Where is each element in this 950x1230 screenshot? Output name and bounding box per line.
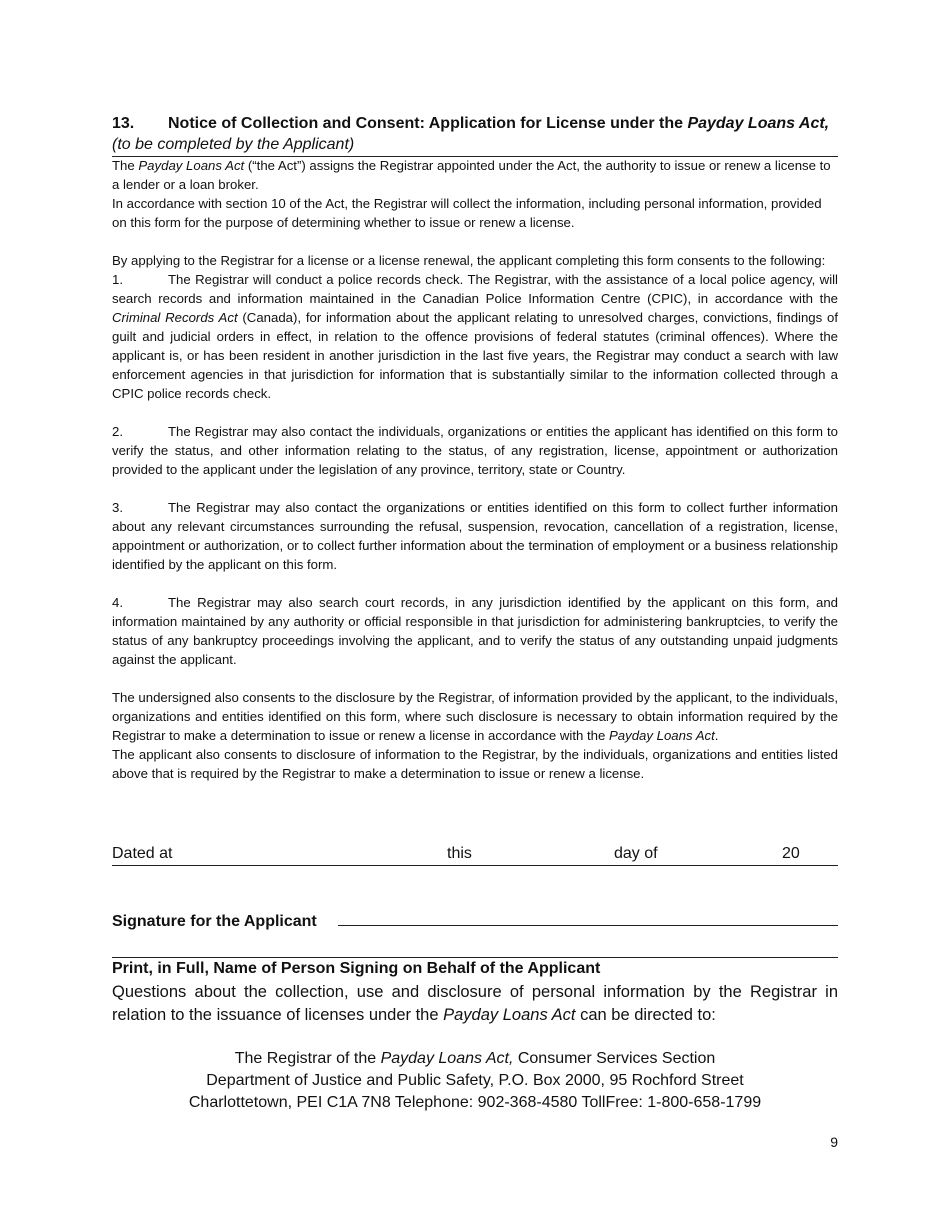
section-subtitle: (to be completed by the Applicant) [112,134,838,157]
section-title: Notice of Collection and Consent: Application for License under the [168,115,688,132]
questions-paragraph: Questions about the collection, use and disclosure of personal information by the Registrar in relation to the issuance of licenses under the Payday Loans Act can be directed to: [112,983,838,1024]
page-number: 9 [830,1134,838,1150]
consent-paragraph-2: The applicant also consents to disclosure of information to the Registrar, by the individuals, organizations and entities listed above that is required by the Registrar to make a determination to issue or renew a license. [112,747,838,781]
day-of-label: day of [614,845,658,862]
address-line-2: Department of Justice and Public Safety, P.O. Box 2000, 95 Rochford Street [206,1072,744,1089]
signature-label: Signature for the Applicant [112,913,317,930]
intro-paragraph-2: In accordance with section 10 of the Act, the Registrar will collect the information, including personal information, provided on this form for the purpose of determining whether to issue or renew a license. [112,196,822,230]
consent-item-3: 3. The Registrar may also contact the organizations or entities identified on this form to collect further information about any relevant circumstances surrounding the refusal, suspension, revocation, cancellation of a registration, license, appointment or authorization, or to collect further information about the termination of employment or a business relationship identified by the applicant on this form. [112,500,838,572]
consent-paragraph-1: The undersigned also consents to the disclosure by the Registrar, of information provided by the applicant, to the individuals, organizations and entities identified on this form, where such disclosure is necessary to obtain information required by the Registrar to make a determination to issue or renew a license in accordance with the Payday Loans Act. [112,690,838,743]
section-number: 13. [112,115,135,132]
dated-at-label: Dated at [112,845,173,862]
this-label: this [447,845,472,862]
intro-paragraph-3: By applying to the Registrar for a license or a license renewal, the applicant completing this form consents to the following: [112,253,826,268]
print-name-label: Print, in Full, Name of Person Signing on Behalf of the Applicant [112,957,838,979]
signature-line[interactable] [338,925,838,926]
section-heading [112,113,838,157]
address-line-3: Charlottetown, PEI C1A 7N8 Telephone: 902-368-4580 TollFree: 1-800-658-1799 [188,1094,762,1111]
signature-row [112,912,838,932]
registrar-address [112,1048,838,1114]
intro-paragraph-1: The Payday Loans Act (“the Act”) assigns the Registrar appointed under the Act, the authority to issue or renew a license to a lender or a loan broker. [112,158,831,192]
consent-item-1: 1. The Registrar will conduct a police records check. The Registrar, with the assistance of a local police agency, will search records and information maintained in the Canadian Police Information Centre (CPIC), in accordance with the Criminal Records Act (Canada), for information about the applicant relating to unresolved charges, convictions, findings of guilt and judicial orders in effect, in relation to the offence provisions of federal statutes (criminal offences). Where the applicant is, or has been resident in another jurisdiction in the last five years, the Registrar may conduct a search with law enforcement agencies in that jurisdiction for information that is substantially similar to the information collected through a CPIC police records check. [112,272,839,401]
dated-line [112,844,838,866]
address-line-1: The Registrar of the Payday Loans Act, Consumer Services Section [234,1050,716,1067]
consent-item-4: 4. The Registrar may also search court records, in any jurisdiction identified by the applicant on this form, and information maintained by any authority or official responsible in that jurisdiction for administering bankruptcies, to verify the status of any bankruptcy proceedings involving the applicant, and to verify the status of any outstanding unpaid judgments against the applicant. [112,595,838,667]
consent-item-2: 2. The Registrar may also contact the individuals, organizations or entities the applicant has identified on this form to verify the status, and other information relating to the status, of any registration, license, appointment or authorization provided to the applicant under the legislation of any province, territory, state or Country. [112,424,838,477]
year-label: 20 [782,845,800,862]
section-title-act: Payday Loans Act, [687,115,830,132]
notice-body [112,156,838,783]
